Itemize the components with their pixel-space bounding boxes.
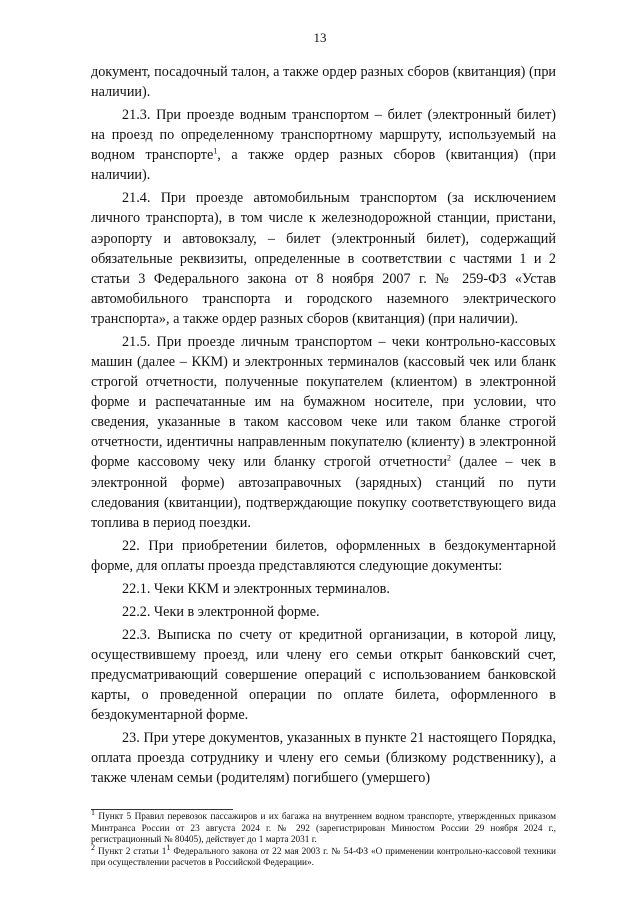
page-number: 13 <box>313 30 327 45</box>
footnote-1: 1 Пункт 5 Правил перевозок пассажиров и их багажа на внутреннем водном транспорте, утвержденных приказом Минтранса России от 23 августа 2024 г. № 292 (зарегистрирован Минюстом России 29 ноября 2024 г., регистрационный № 80405), действует до 1 марта 2031 г. <box>91 807 556 846</box>
footnote-2: 2 Пункт 2 статьи 11 Федерального закона от 22 мая 2003 г. № 54-ФЗ «О применении контрольно-кассовой техники при осуществлении расчетов в Российской Федерации». <box>91 842 556 869</box>
paragraph-22-1: 22.1. Чеки ККМ и электронных терминалов. <box>122 580 390 597</box>
paragraph-21-3: 21.3. При проезде водным транспортом – билет (электронный билет) на проезд по определенному транспортному маршруту, используемый на водном транспорте$^1$, а также ордер разных сборов (квитанция) (при наличии). <box>91 107 556 184</box>
paragraph: документ, посадочный талон, а также ордер разных сборов (квитанция) (при наличии). <box>91 64 556 101</box>
footnote-ref-1[interactable]: 1 <box>213 146 218 156</box>
footnotes <box>91 807 556 870</box>
footnote-ref-2[interactable]: 2 <box>446 453 451 463</box>
footnote-divider <box>91 809 233 810</box>
body-text <box>91 62 556 791</box>
paragraph-21-4: 21.4. При проезде автомобильным транспортом (за исключением личного транспорта), в том числе к железнодорожной станции, пристани, аэропорту и автовокзалу, – билет (электронный билет), содержащий обязательные реквизиты, определенные в соответствии с частями 1 и 2 статьи 3 Федерального закона от 8 ноября 2007 г. № 259-ФЗ «Устав автомобильного транспорта и городского наземного электрического транспорта», а также ордер разных сборов (квитанция) (при наличии). <box>91 190 556 327</box>
paragraph-22-2: 22.2. Чеки в электронной форме. <box>122 603 320 620</box>
paragraph-21-5: 21.5. При проезде личным транспортом – чеки контрольно-кассовых машин (далее – ККМ) и электронных терминалов (кассовый чек или бланк строгой отчетности, полученные покупателем (клиентом) в электронной форме и распечатанные им на бумажном носителе, при условии, что сведения, указанные в таком кассовом чеке или таком бланке строгой отчетности, идентичны направленным покупателю (клиенту) в электронной форме кассовому чеку или бланку строгой отчетности$^2$ (далее – чек в электронной форме) автозаправочных (зарядных) станций по пути следования (квитанции), подтверждающие покупку соответствующего вида топлива в период поездки. <box>91 333 556 531</box>
paragraph-22: 22. При приобретении билетов, оформленных в бездокументарной форме, для оплаты проезда представляются следующие документы: <box>91 537 556 574</box>
paragraph-23: 23. При утере документов, указанных в пункте 21 настоящего Порядка, оплата проезда сотруднику и члену его семьи (близкому родственнику), а также членам семьи (родителям) погибшего (умершего) <box>91 730 556 787</box>
paragraph-22-3: 22.3. Выписка по счету от кредитной организации, в которой лицу, осуществившему проезд, или члену его семьи открыт банковский счет, предусматривающий совершение операций с использованием банковской карты, о проведенной операции по оплате билета, оформленного в бездокументарной форме. <box>91 626 556 724</box>
